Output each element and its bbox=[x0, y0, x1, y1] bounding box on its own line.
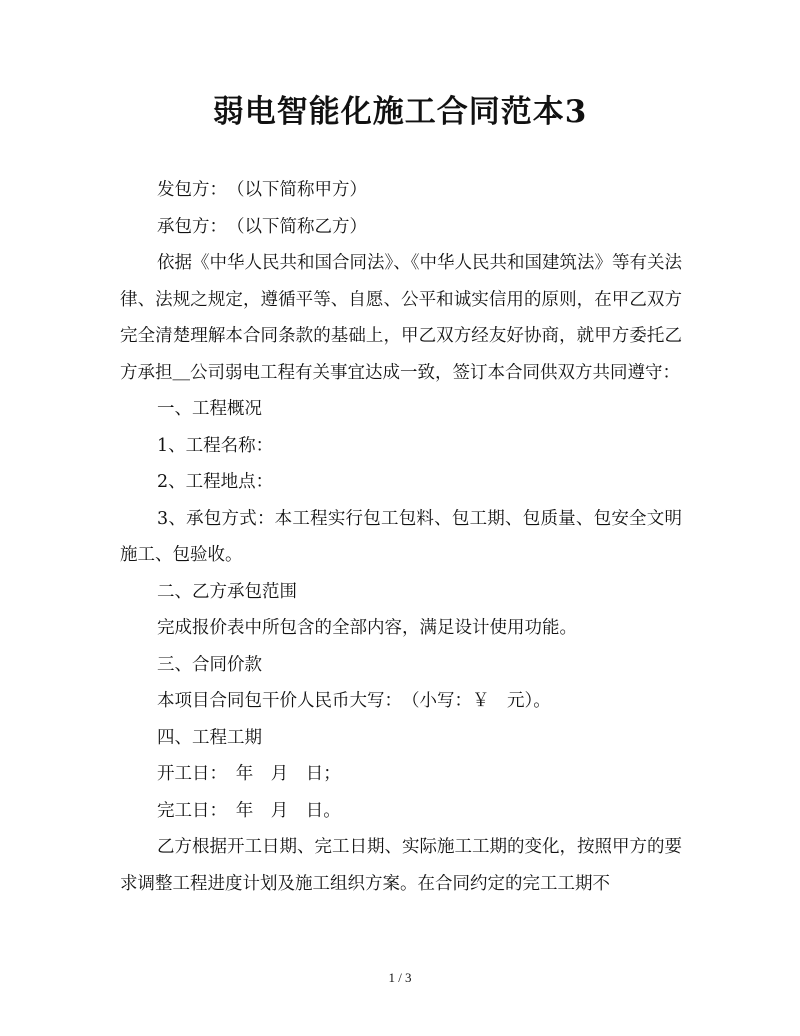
paragraph-project-name: 1、工程名称： bbox=[157, 435, 274, 456]
paragraph-start-date: 开工日： 年 月 日； bbox=[157, 764, 341, 784]
section-heading-price: 三、合同价款 bbox=[157, 654, 262, 675]
section-heading-overview: 一、工程概况 bbox=[157, 399, 262, 419]
paragraph-contract-mode: 3、承包方式：本工程实行包工包料、包工期、包质量、包安全文明施工、包验收。 bbox=[120, 508, 682, 565]
page-number: 1 / 3 bbox=[388, 970, 412, 985]
paragraph-scope: 完成报价表中所包含的全部内容，满足设计使用功能。 bbox=[157, 618, 577, 638]
document-body bbox=[120, 172, 682, 902]
paragraph-preamble: 依据《中华人民共和国合同法》、《中华人民共和国建筑法》等有关法律、法规之规定，遵循平等、自愿、公平和诚实信用的原则，在甲乙双方完全清楚理解本合同条款的基础上，甲乙双方经友好协商，就甲方委托乙方承担＿公司弱电工程有关事宜达成一致，签订本合同供双方共同遵守： bbox=[120, 253, 682, 383]
document-title: 弱电智能化施工合同范本3 bbox=[212, 94, 588, 130]
paragraph-project-location: 2、工程地点： bbox=[157, 472, 274, 492]
paragraph-employer: 发包方： （以下简称甲方） bbox=[157, 180, 367, 200]
paragraph-price: 本项目合同包干价人民币大写： （小写：￥ 元）。 bbox=[157, 691, 551, 711]
paragraph-schedule-adjustment: 乙方根据开工日期、完工日期、实际施工工期的变化，按照甲方的要求调整工程进度计划及施工组织方案。在合同约定的完工工期不 bbox=[120, 837, 682, 894]
paragraph-end-date: 完工日： 年 月 日。 bbox=[157, 800, 341, 821]
paragraph-contractor: 承包方： （以下简称乙方） bbox=[157, 216, 367, 237]
section-heading-schedule: 四、工程工期 bbox=[157, 727, 262, 748]
section-heading-scope: 二、乙方承包范围 bbox=[157, 581, 297, 602]
